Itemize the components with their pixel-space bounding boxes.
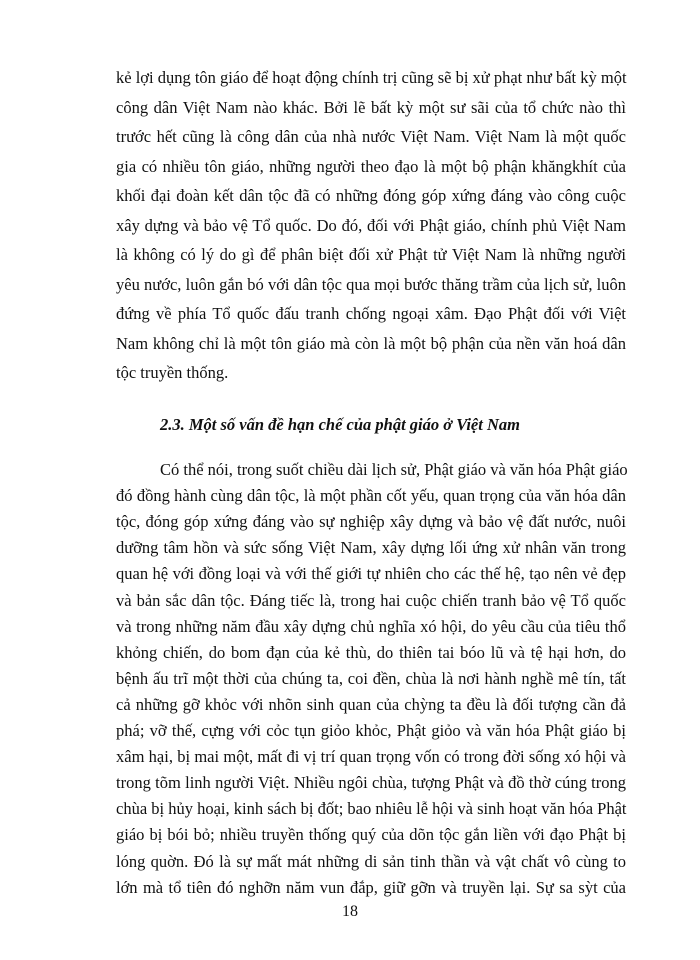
text-line: Có thể nói, trong suốt chiều dài lịch sử, Phật giáo và văn hóa Phật giáo (160, 460, 628, 479)
text-line: đó đồng hành cùng dân tộc, là một phần cốt yếu, quan trọng của văn hóa dân (116, 486, 626, 506)
text-line: lớn mà tổ tiên đó nghỡn năm vun đắp, giữ gỡn và truyền lại. Sự sa sỳt của (116, 877, 626, 897)
text-line: xâm hại, bị mai một, mất đi vị trí quan trọng vốn có trong đời sống xó hội và (116, 747, 626, 767)
text-line: gia có nhiều tôn giáo, những người theo đạo là một bộ phận khăngkhít của (116, 156, 626, 176)
text-line: là không có lý do gì để phân biệt đối xử Phật tử Việt Nam là những người (116, 245, 626, 264)
text-line: đứng về phía Tổ quốc đấu tranh chống ngoại xâm. Đạo Phật đối với Việt (116, 304, 626, 323)
text-line: bệnh ấu trĩ một thời của chúng ta, coi đền, chùa là nơi hành nghề mê tín, tất (116, 668, 626, 688)
text-line: tộc, đóng góp xứng đáng vào sự nghiệp xây dựng và bảo vệ đất nước, nuôi (116, 512, 626, 532)
text-line: xây dựng và bảo vệ Tổ quốc. Do đó, đối với Phật giáo, chính phủ Việt Nam (116, 215, 626, 235)
text-line: và bản sắc dân tộc. Đáng tiếc là, trong hai cuộc chiến tranh bảo vệ Tổ quốc (116, 590, 626, 610)
text-line: tộc truyền thống. (116, 363, 229, 382)
text-line: giáo bị bói bỏ; nhiều truyền thống quý của dõn tộc gắn liền với đạo Phật bị (116, 825, 626, 845)
text-line: trước hết cũng là công dân của nhà nước Việt Nam. Việt Nam là một quốc (116, 127, 626, 146)
section-heading: 2.3. Một số vấn đề hạn chế của phật giáo ở Việt Nam (160, 415, 520, 434)
text-line: trong tõm linh người Việt. Nhiều ngôi chùa, tượng Phật và đồ thờ cúng trong (116, 773, 626, 793)
text-line: cả những gỡ khỏc với nhõn sinh quan của chỳng ta đều là đối tượng cần đả (116, 694, 626, 714)
text-line: quan hệ với đồng loại và với thế giới tự nhiên cho các thế hệ, tạo nên vẻ đẹp (116, 564, 626, 584)
text-line: kẻ lợi dụng tôn giáo để hoạt động chính trị cũng sẽ bị xử phạt như bất kỳ một (116, 68, 627, 87)
text-line: khỏng chiến, do bom đạn của kẻ thù, do thiên tai bóo lũ và tệ hại hơn, do (116, 642, 626, 662)
text-line: và trong những năm đầu xây dựng chủ nghĩa xó hội, do yêu cầu của tiêu thổ (116, 616, 626, 636)
text-line: chùa bị hủy hoại, kinh sách bị đốt; bao nhiêu lễ hội và sinh hoạt văn hóa Phật (116, 799, 627, 819)
text-line: Nam không chỉ là một tôn giáo mà còn là một bộ phận của nền văn hoá dân (116, 333, 626, 353)
text-line: dưỡng tâm hồn và sức sống Việt Nam, xây dựng lối ứng xử nhân văn trong (116, 538, 626, 558)
text-line: phá; vỡ thế, cựng với cỏc tụn giỏo khỏc, Phật giỏo và văn hóa Phật giáo bị (116, 721, 626, 740)
text-line: yêu nước, luôn gắn bó với dân tộc qua mọi bước thăng trầm của lịch sử, luôn (116, 274, 626, 294)
page-number: 18 (342, 903, 358, 920)
text-line: khối đại đoàn kết dân tộc đã có những đóng góp xứng đáng vào công cuộc (116, 186, 626, 205)
text-line: công dân Việt Nam nào khác. Bởi lẽ bất kỳ một sư sãi của tổ chức nào thì (116, 97, 626, 117)
text-line: lóng quờn. Đó là sự mất mát những di sản tinh thần và vật chất vô cùng to (116, 851, 626, 871)
